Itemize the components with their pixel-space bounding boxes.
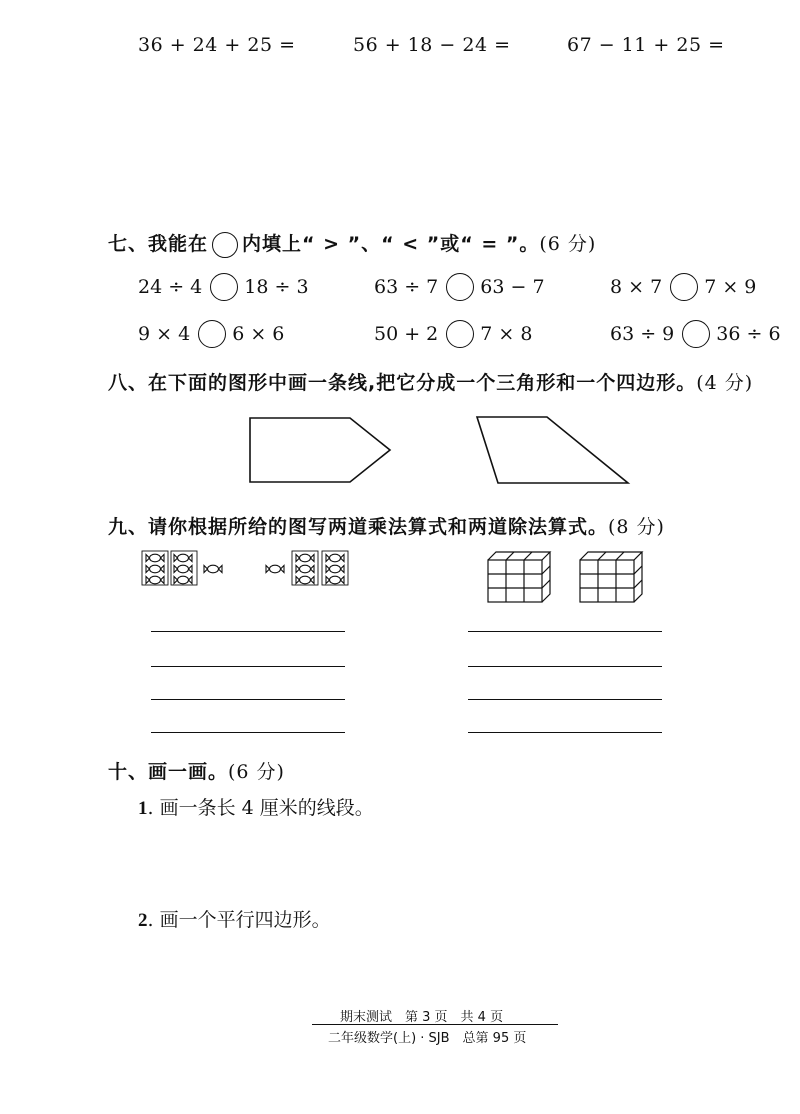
compare-right: 6 × 6: [232, 323, 285, 345]
answer-circle[interactable]: [670, 273, 698, 301]
trapezoid-shape[interactable]: [470, 410, 640, 490]
q7-points: (6 分): [539, 233, 597, 255]
answer-circle[interactable]: [446, 273, 474, 301]
compare-item: [138, 320, 284, 348]
q9-heading: [108, 512, 665, 539]
footer-book-info: 二年级数学(上) · SJB 总第 95 页: [328, 1031, 527, 1046]
pentagon-shape[interactable]: [240, 410, 410, 490]
footer-divider: [312, 1024, 558, 1025]
compare-right: 18 ÷ 3: [244, 276, 309, 298]
q8-title: 八、在下面的图形中画一条线,把它分成一个三角形和一个四边形。: [108, 372, 697, 394]
candy-group-icon: [140, 550, 365, 590]
q10-item-2: [138, 905, 331, 932]
answer-line[interactable]: [468, 732, 662, 733]
q7-suffix: 内填上“ > ”、“ < ”或“ = ”。: [242, 233, 540, 255]
compare-item: [610, 320, 781, 348]
answer-line[interactable]: [468, 631, 662, 632]
answer-circle[interactable]: [198, 320, 226, 348]
compare-right: 36 ÷ 6: [716, 323, 781, 345]
item-number: 2: [138, 910, 148, 931]
compare-left: 8 × 7: [610, 276, 663, 298]
q10-points: (6 分): [228, 761, 285, 783]
compare-item: [610, 273, 756, 301]
answer-line[interactable]: [468, 666, 662, 667]
compare-left: 24 ÷ 4: [138, 276, 203, 298]
compare-item: [374, 273, 545, 301]
answer-circle[interactable]: [682, 320, 710, 348]
compare-left: 9 × 4: [138, 323, 191, 345]
q10-heading: [108, 757, 285, 784]
compare-right: 63 − 7: [480, 276, 545, 298]
item-text: . 画一条长 4 厘米的线段。: [147, 797, 374, 819]
q9-points: (8 分): [608, 516, 665, 538]
expression-2: 56 + 18 − 24 =: [353, 34, 511, 56]
q10-title: 十、画一画。: [108, 761, 229, 783]
expression-1: 36 + 24 + 25 =: [138, 34, 296, 56]
compare-left: 50 + 2: [374, 323, 439, 345]
q8-heading: [108, 368, 753, 395]
compare-left: 63 ÷ 9: [610, 323, 675, 345]
q7-prefix: 七、我能在: [108, 233, 209, 255]
cube-group-icon: [480, 546, 680, 608]
compare-left: 63 ÷ 7: [374, 276, 439, 298]
expression-3: 67 − 11 + 25 =: [567, 34, 725, 56]
compare-right: 7 × 8: [480, 323, 533, 345]
item-text: . 画一个平行四边形。: [147, 909, 331, 931]
footer-page-info: 期末测试 第 3 页 共 4 页: [340, 1010, 504, 1025]
answer-circle[interactable]: [210, 273, 238, 301]
q8-points: (4 分): [696, 372, 754, 394]
q7-heading: [108, 229, 596, 258]
compare-right: 7 × 9: [704, 276, 757, 298]
answer-line[interactable]: [151, 699, 345, 700]
answer-line[interactable]: [151, 631, 345, 632]
answer-circle[interactable]: [446, 320, 474, 348]
item-number: 1: [138, 798, 148, 819]
q9-title: 九、请你根据所给的图写两道乘法算式和两道除法算式。: [108, 516, 609, 538]
compare-item: [138, 273, 309, 301]
q10-item-1: [138, 793, 374, 820]
answer-line[interactable]: [151, 666, 345, 667]
compare-item: [374, 320, 532, 348]
answer-line[interactable]: [151, 732, 345, 733]
answer-line[interactable]: [468, 699, 662, 700]
circle-icon: [212, 232, 238, 258]
